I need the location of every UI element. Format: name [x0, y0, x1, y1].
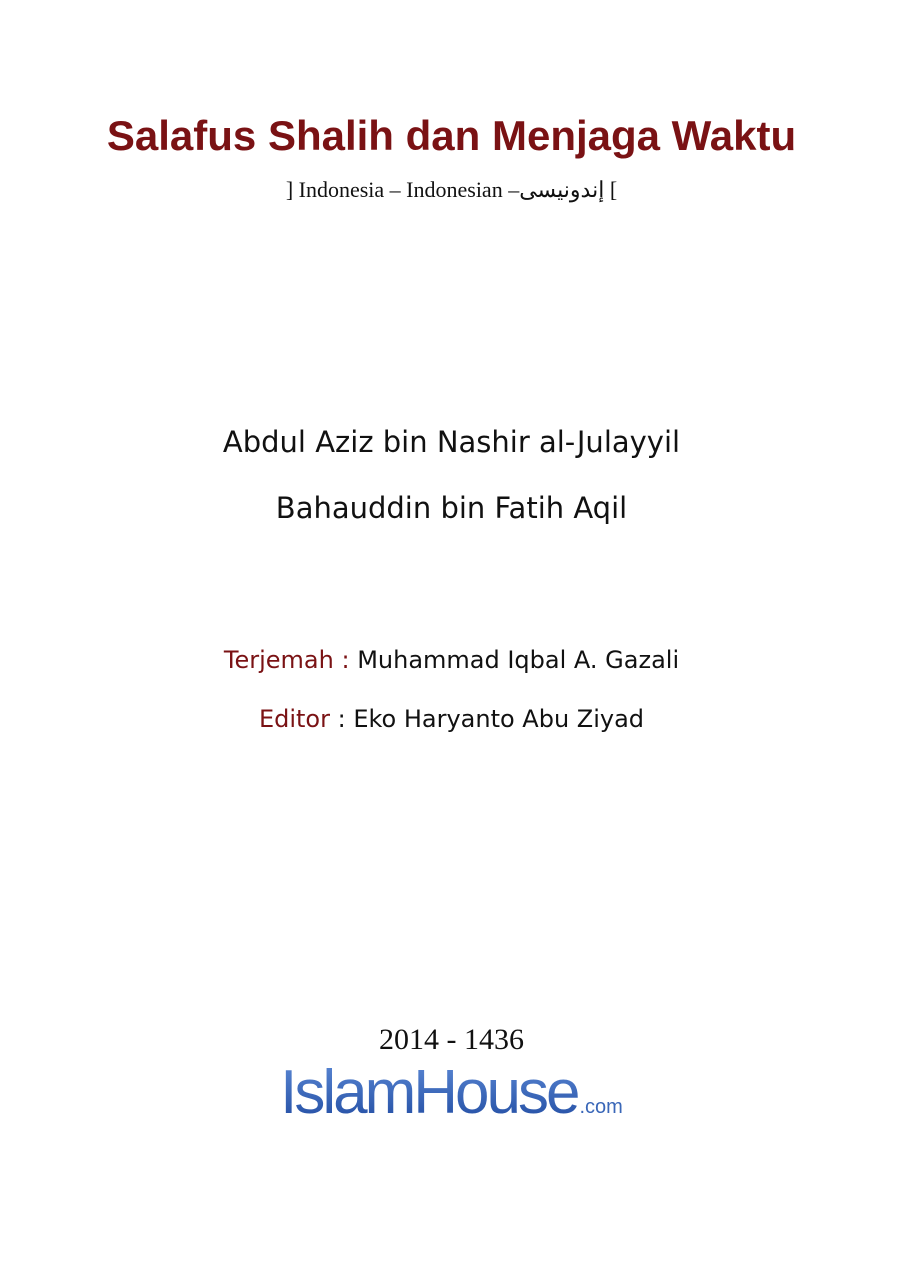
logo-wordmark: IslamHouse: [280, 1058, 578, 1127]
editor-label: Editor: [258, 705, 330, 733]
translator-credit: [0, 640, 903, 680]
language-open-bracket: ]: [285, 177, 294, 202]
publication-year: 2014 - 1436: [379, 1023, 524, 1056]
author-name: Bahauddin bin Fatih Aqil: [275, 491, 628, 525]
translator-name: Muhammad Iqbal A. Gazali: [349, 646, 680, 674]
islamhouse-logo: [0, 1058, 903, 1128]
language-close-bracket: [: [609, 177, 618, 202]
translator-label: Terjemah :: [223, 646, 350, 674]
author-name: Abdul Aziz bin Nashir al-Julayyil: [222, 425, 681, 459]
language-line: [0, 172, 903, 208]
editor-name: : Eko Haryanto Abu Ziyad: [329, 705, 645, 733]
language-arabic: إندونيسى: [519, 177, 605, 202]
logo-suffix: .com: [579, 1096, 623, 1118]
editor-credit: [0, 699, 903, 739]
document-title: Salafus Shalih dan Menjaga Waktu: [106, 112, 797, 159]
language-text: Indonesia – Indonesian –: [298, 177, 520, 202]
